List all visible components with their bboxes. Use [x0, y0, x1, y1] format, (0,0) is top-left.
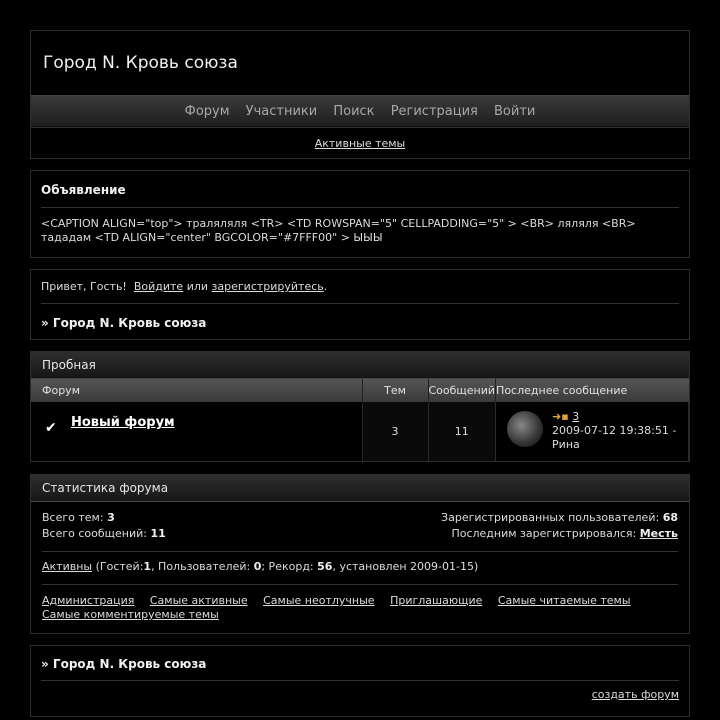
- nav-login[interactable]: Войти: [494, 104, 536, 119]
- greeting-line: [41, 280, 679, 304]
- registered-users: Зарегистрированных пользователей: 68: [441, 511, 678, 524]
- go-to-post-icon[interactable]: ➜▪: [552, 410, 569, 423]
- greeting-text: Привет, Гость!: [41, 280, 127, 293]
- announcement-text: <CAPTION ALIGN="top"> траляляля <TR> <TD ROWSPAN="5" CELLPADDING="5" > <BR> ляляля <BR> тададам <TD ALIGN="center" BGCOLOR="#7FFF00" > ЫЫЫ: [41, 217, 636, 244]
- forum-table: [31, 379, 689, 461]
- last-post-cell: [496, 402, 689, 461]
- footer-box: [30, 645, 690, 717]
- link-most-read[interactable]: Самые читаемые темы: [497, 594, 631, 607]
- forum-cell: [31, 402, 362, 461]
- last-post-info: [552, 410, 676, 452]
- breadcrumb[interactable]: » Город N. Кровь союза: [41, 316, 207, 330]
- last-registered: Последним зарегистрировался: Месть: [451, 527, 678, 540]
- stats-title: Статистика форума: [31, 475, 689, 502]
- last-post-date: 2009-07-12 19:38:51 -: [552, 424, 677, 437]
- stats-links: [42, 594, 678, 622]
- link-most-commented[interactable]: Самые комментируемые темы: [42, 608, 219, 621]
- table-row: [31, 402, 689, 461]
- or-text: или: [186, 280, 209, 293]
- forum-name-link[interactable]: Новый форум: [71, 415, 175, 430]
- nav-forum[interactable]: Форум: [184, 104, 230, 119]
- forum-posts-count: 11: [428, 402, 496, 461]
- active-topics-link[interactable]: Активные темы: [314, 137, 406, 150]
- category-box: [30, 351, 690, 462]
- last-registered-user-link[interactable]: Месть: [639, 527, 678, 540]
- welcome-box: [30, 269, 690, 340]
- announcement-box: [30, 170, 690, 258]
- create-forum-link[interactable]: создать форум: [591, 688, 679, 701]
- checkmark-icon: ✔: [45, 420, 57, 436]
- category-title: Пробная: [31, 352, 689, 379]
- footer-breadcrumb[interactable]: » Город N. Кровь союза: [41, 657, 679, 681]
- col-topics: Тем: [362, 379, 428, 402]
- col-forum: Форум: [31, 379, 362, 402]
- register-link[interactable]: зарегистрируйтесь: [211, 280, 324, 293]
- period-text: .: [323, 280, 328, 293]
- nav-register[interactable]: Регистрация: [390, 104, 478, 119]
- total-topics: Всего тем: 3: [42, 511, 115, 524]
- sub-nav: [31, 127, 689, 159]
- avatar[interactable]: [507, 411, 543, 447]
- stats-counts: [42, 510, 678, 552]
- header: [30, 30, 690, 159]
- col-posts: Сообщений: [428, 379, 496, 402]
- site-title: Город N. Кровь союза: [43, 53, 238, 73]
- announcement-title: Объявление: [41, 183, 679, 208]
- col-last: Последнее сообщение: [496, 379, 689, 402]
- last-post-author: Рина: [552, 438, 580, 451]
- stats-box: [30, 474, 690, 634]
- link-administration[interactable]: Администрация: [42, 594, 135, 607]
- main-nav: [31, 95, 689, 127]
- total-posts: Всего сообщений: 11: [42, 527, 166, 540]
- login-link[interactable]: Войдите: [133, 280, 184, 293]
- online-stats: Активны (Гостей:1, Пользователей: 0; Рекорд: 56, установлен 2009-01-15): [42, 560, 678, 585]
- link-inviters[interactable]: Приглашающие: [390, 594, 483, 607]
- forum-topics-count: 3: [362, 402, 428, 461]
- link-most-active[interactable]: Самые активные: [149, 594, 248, 607]
- active-users-link[interactable]: Активны: [42, 560, 93, 573]
- nav-search[interactable]: Поиск: [333, 104, 375, 119]
- forum-table-header: [31, 379, 689, 402]
- last-post-link[interactable]: 3: [572, 410, 580, 423]
- link-most-present[interactable]: Самые неотлучные: [263, 594, 375, 607]
- nav-members[interactable]: Участники: [245, 104, 318, 119]
